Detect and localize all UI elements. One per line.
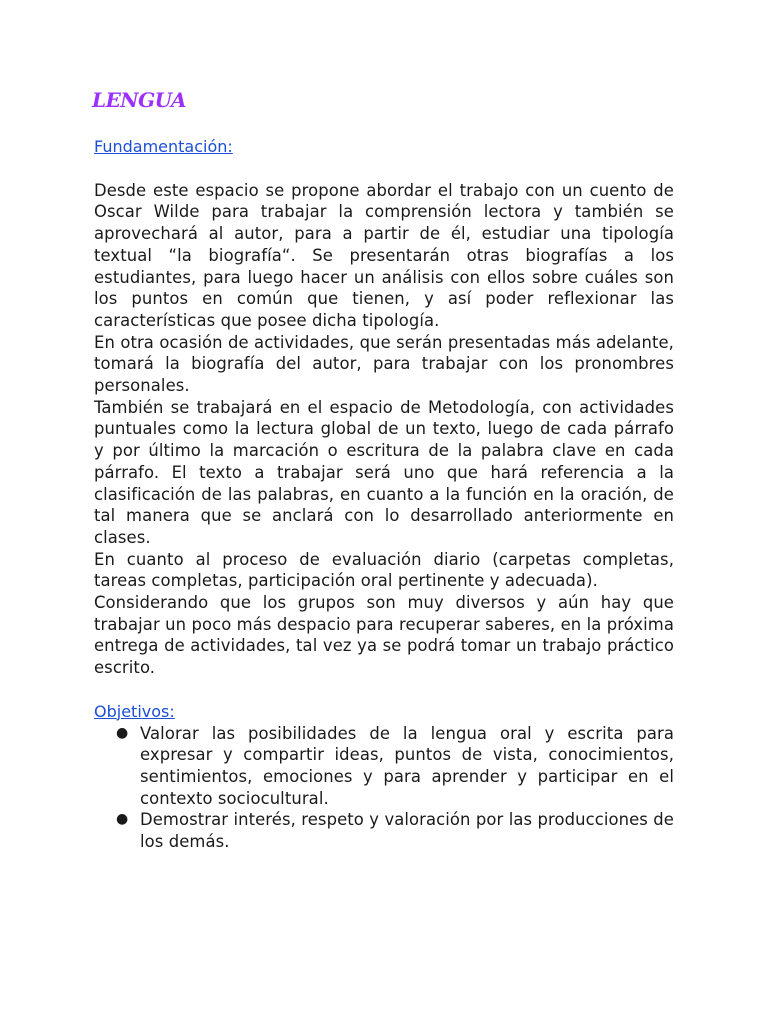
fundamentacion-paragraph-4: En cuanto al proceso de evaluación diario (carpetas completas, tareas completas, participación oral pertinente y adecuada). <box>94 549 674 591</box>
bullet-icon: ● <box>116 811 129 828</box>
list-item <box>116 809 674 852</box>
fundamentacion-paragraph-5: Considerando que los grupos son muy diversos y aún hay que trabajar un poco más despacio para recuperar saberes, en la próxima entrega de actividades, tal vez ya se podrá tomar un trabajo práctico escrito. <box>94 593 674 678</box>
objective-text: Valorar las posibilidades de la lengua oral y escrita para expresar y compartir ideas, puntos de vista, conocimientos, sentimientos, emociones y para aprender y participar en el contexto sociocultural. <box>140 723 674 808</box>
objective-text: Demostrar interés, respeto y valoración por las producciones de los demás. <box>140 810 674 852</box>
objetivos-heading: Objetivos: <box>94 701 175 721</box>
document-page <box>94 86 674 853</box>
bullet-icon: ● <box>116 724 129 741</box>
objectives-list <box>94 723 674 853</box>
fundamentacion-paragraph-2: En otra ocasión de actividades, que serán presentadas más adelante, tomará la biografía del autor, para trabajar con los pronombres personales. <box>94 332 674 396</box>
list-item <box>116 723 674 810</box>
document-title: LENGUA <box>92 88 187 112</box>
fundamentacion-paragraph-3: También se trabajará en el espacio de Metodología, con actividades puntuales como la lectura global de un texto, luego de cada párrafo y por último la marcación o escritura de la palabra clave en cada párrafo. El texto a trabajar será uno que hará referencia a la clasificación de las palabras, en cuanto a la función en la oración, de tal manera que se anclará con lo desarrollado anteriormente en clases. <box>94 397 674 547</box>
fundamentacion-paragraph-1: Desde este espacio se propone abordar el trabajo con un cuento de Oscar Wilde para trabajar la comprensión lectora y también se aprovechará al autor, para a partir de él, estudiar una tipología textual “la biografía“. Se presentarán otras biografías a los estudiantes, para luego hacer un análisis con ellos sobre cuáles son los puntos en común que tienen, y así poder reflexionar las características que posee dicha tipología. <box>94 180 674 330</box>
fundamentacion-heading: Fundamentación: <box>94 137 233 156</box>
